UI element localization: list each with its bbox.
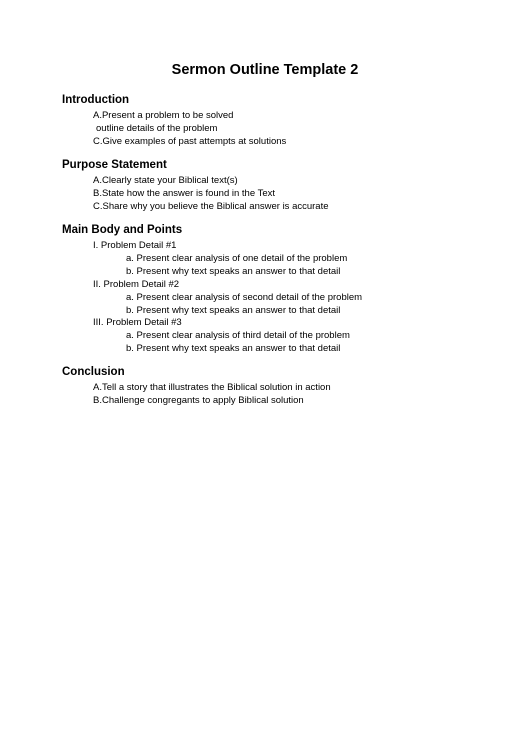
section-heading-introduction: Introduction: [62, 94, 130, 106]
introduction-item: outline details of the problem: [96, 123, 218, 134]
section-heading-conclusion: Conclusion: [62, 366, 125, 378]
problem-detail-label: III. Problem Detail #3: [93, 317, 182, 328]
introduction-item: C.Give examples of past attempts at solutions: [93, 136, 287, 147]
conclusion-item: A.Tell a story that illustrates the Biblical solution in action: [93, 382, 331, 393]
conclusion-item: B.Challenge congregants to apply Biblical solution: [93, 395, 304, 406]
section-heading-purpose-statement: Purpose Statement: [62, 159, 167, 171]
purpose-item: C.Share why you believe the Biblical answer is accurate: [93, 201, 329, 212]
problem-subpoint: b. Present why text speaks an answer to that detail: [126, 343, 341, 354]
problem-subpoint: b. Present why text speaks an answer to that detail: [126, 305, 341, 316]
problem-detail-label: I. Problem Detail #1: [93, 240, 177, 251]
introduction-item: A.Present a problem to be solved: [93, 110, 234, 121]
problem-subpoint: a. Present clear analysis of one detail of the problem: [126, 253, 348, 264]
problem-subpoint: a. Present clear analysis of third detail of the problem: [126, 330, 350, 341]
problem-subpoint: b. Present why text speaks an answer to that detail: [126, 266, 341, 277]
problem-subpoint: a. Present clear analysis of second detail of the problem: [126, 292, 363, 303]
purpose-item: A.Clearly state your Biblical text(s): [93, 175, 238, 186]
section-heading-main-body: Main Body and Points: [62, 224, 183, 236]
purpose-item: B.State how the answer is found in the Text: [93, 188, 276, 199]
document-title: Sermon Outline Template 2: [171, 62, 359, 78]
problem-detail-label: II. Problem Detail #2: [93, 279, 180, 290]
